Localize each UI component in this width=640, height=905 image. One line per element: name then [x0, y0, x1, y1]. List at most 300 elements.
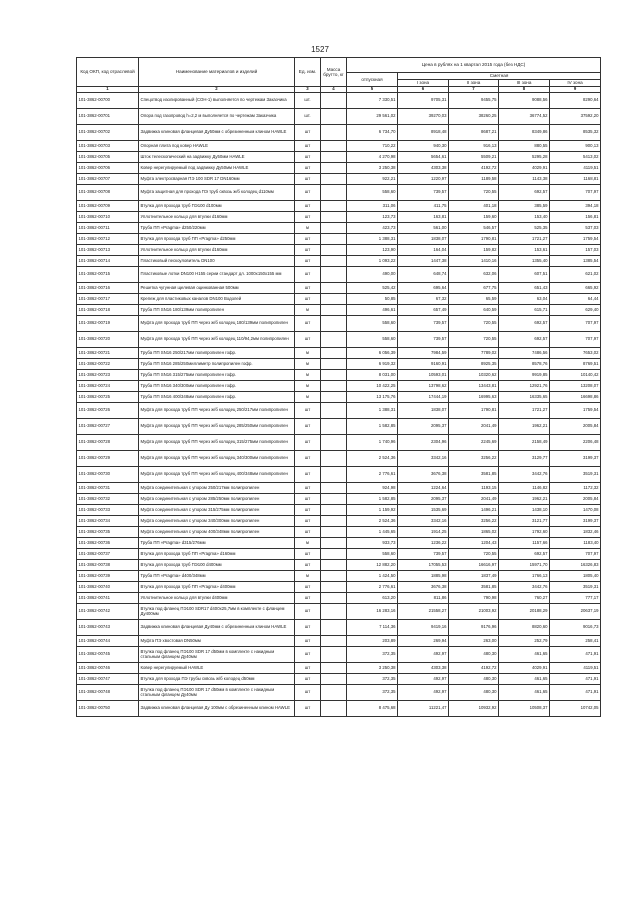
item-mass — [321, 435, 347, 451]
item-name: Втулка для прохода труб ПП «Pragma» d250мм — [139, 234, 295, 245]
item-mass — [321, 403, 347, 419]
price-zone-1: 7984,59 — [398, 348, 449, 359]
item-unit: м — [295, 538, 321, 549]
item-mass — [321, 685, 347, 701]
item-name: Труба ПП «Pragma» d250/220мм — [139, 223, 295, 234]
price-zone-3: 8349,86 — [499, 125, 550, 141]
item-unit: шт — [295, 163, 321, 174]
price-release: 2 524,36 — [347, 451, 398, 467]
table-row — [77, 582, 601, 593]
item-unit: м — [295, 223, 321, 234]
item-unit: шт — [295, 527, 321, 538]
table-row — [77, 516, 601, 527]
price-zone-4: 16326,83 — [550, 560, 601, 571]
price-zone-2: 159,60 — [449, 212, 499, 223]
table-row — [77, 359, 601, 370]
table-row — [77, 419, 601, 435]
price-zone-4: 394,18 — [550, 201, 601, 212]
item-mass — [321, 93, 347, 109]
item-mass — [321, 332, 347, 348]
table-row — [77, 392, 601, 403]
item-unit: шт — [295, 516, 321, 527]
item-unit: шт — [295, 201, 321, 212]
price-zone-2: 720,55 — [449, 316, 499, 332]
item-mass — [321, 267, 347, 283]
price-zone-3: 9919,85 — [499, 370, 550, 381]
item-mass — [321, 647, 347, 663]
price-zone-3: 5295,28 — [499, 152, 550, 163]
price-zone-1: 811,86 — [398, 593, 449, 604]
price-zone-3: 7486,56 — [499, 348, 550, 359]
item-mass — [321, 223, 347, 234]
item-mass — [321, 604, 347, 620]
price-zone-2: 677,75 — [449, 283, 499, 294]
price-zone-3: 16335,65 — [499, 392, 550, 403]
item-code: 101-3862-00701 — [77, 109, 139, 125]
table-row — [77, 381, 601, 392]
item-mass — [321, 582, 347, 593]
price-zone-4: 8290,64 — [550, 93, 601, 109]
price-zone-3: 880,55 — [499, 141, 550, 152]
item-unit: шт. — [295, 109, 321, 125]
table-row — [77, 163, 601, 174]
price-zone-1: 2304,96 — [398, 435, 449, 451]
item-code: 101-3862-00711 — [77, 223, 139, 234]
item-code: 101-3862-00739 — [77, 571, 139, 582]
price-zone-2: 1865,02 — [449, 527, 499, 538]
price-zone-3: 1962,21 — [499, 419, 550, 435]
price-zone-3: 1355,40 — [499, 256, 550, 267]
price-zone-3: 4029,91 — [499, 163, 550, 174]
table-row — [77, 109, 601, 125]
price-release: 372,35 — [347, 674, 398, 685]
table-row — [77, 435, 601, 451]
price-zone-4: 2005,84 — [550, 419, 601, 435]
price-zone-1: 1447,38 — [398, 256, 449, 267]
table-row — [77, 125, 601, 141]
table-row — [77, 212, 601, 223]
price-table — [76, 57, 601, 717]
item-code: 101-3862-00715 — [77, 267, 139, 283]
item-code: 101-3862-00700 — [77, 93, 139, 109]
price-zone-3: 20188,29 — [499, 604, 550, 620]
item-code: 101-3862-00718 — [77, 305, 139, 316]
price-zone-2: 7789,02 — [449, 348, 499, 359]
table-row — [77, 451, 601, 467]
price-zone-3: 63,04 — [499, 294, 550, 305]
price-release: 3 250,38 — [347, 663, 398, 674]
item-unit: шт — [295, 212, 321, 223]
item-code: 101-3862-00734 — [77, 516, 139, 527]
price-zone-3: 1792,60 — [499, 527, 550, 538]
item-code: 101-3862-00729 — [77, 451, 139, 467]
price-release: 123,90 — [347, 245, 398, 256]
item-mass — [321, 451, 347, 467]
item-mass — [321, 467, 347, 483]
item-name: Муфта соединительная с упором 315/275мм полипропилен — [139, 505, 295, 516]
price-zone-4: 471,91 — [550, 674, 601, 685]
price-release: 12 882,20 — [347, 560, 398, 571]
item-unit: шт — [295, 294, 321, 305]
item-name: Муфта для прохода труб ПП через ж/б колодец 250/217мм полипропилен — [139, 403, 295, 419]
price-zone-3: 1143,38 — [499, 174, 550, 185]
price-zone-4: 707,97 — [550, 185, 601, 201]
item-name: Задвижка клиновая фланцевая Ду40мм с обрезиненным клином HAWLE — [139, 620, 295, 636]
item-name: Втулка под фланец ПЭ100 SDR17 d400х25,7мм в комплекте с фланцем Ду400мм — [139, 604, 295, 620]
price-zone-2: 159,82 — [449, 245, 499, 256]
item-code: 101-3862-00726 — [77, 403, 139, 419]
table-row — [77, 636, 601, 647]
price-zone-2: 1790,81 — [449, 403, 499, 419]
price-release: 8 475,68 — [347, 701, 398, 717]
item-unit: шт — [295, 560, 321, 571]
header-name: Наименование материалов и изделий — [139, 58, 295, 87]
item-code: 101-3862-00712 — [77, 234, 139, 245]
table-row — [77, 571, 601, 582]
price-zone-1: 5654,61 — [398, 152, 449, 163]
item-unit: шт — [295, 403, 321, 419]
item-name: Муфта для прохода труб ПП через ж/б колодец 340/300мм полипропилен — [139, 451, 295, 467]
item-name: Муфта для прохода труб ПП через ж/б колодец 400/348мм полипропилен — [139, 467, 295, 483]
price-zone-3: 9088,56 — [499, 93, 550, 109]
header-unit: Ед. изм. — [295, 58, 321, 87]
price-zone-2: 790,98 — [449, 593, 499, 604]
item-unit: м — [295, 571, 321, 582]
item-name: Муфта для прохода труб ПП через ж/б колодец 110/94,2мм полипропилен — [139, 332, 295, 348]
item-code: 101-3862-00735 — [77, 527, 139, 538]
price-zone-3: 461,65 — [499, 685, 550, 701]
item-name: Муфта для прохода труб ПП через ж/б колодец 315/275мм полипропилен — [139, 435, 295, 451]
item-unit: шт — [295, 419, 321, 435]
price-zone-1: 9419,16 — [398, 620, 449, 636]
item-code: 101-3862-00742 — [77, 604, 139, 620]
item-code: 101-3862-00741 — [77, 593, 139, 604]
price-zone-1: 269,94 — [398, 636, 449, 647]
price-zone-1: 39270,03 — [398, 109, 449, 125]
price-zone-3: 3442,76 — [499, 582, 550, 593]
price-zone-1: 940,30 — [398, 141, 449, 152]
item-mass — [321, 348, 347, 359]
table-row — [77, 141, 601, 152]
item-unit: шт. — [295, 93, 321, 109]
item-name: Втулка под фланец ПЭ100 SDR 17 d50мм в комплекте с накидным стальным фланцем Ду40мм — [139, 647, 295, 663]
item-name: Муфта соединительная с упором 285/250мм полипропилен — [139, 494, 295, 505]
price-release: 1 093,22 — [347, 256, 398, 267]
price-zone-1: 9160,91 — [398, 359, 449, 370]
item-mass — [321, 419, 347, 435]
price-zone-4: 629,40 — [550, 305, 601, 316]
table-row — [77, 604, 601, 620]
column-number: 1 — [77, 87, 139, 93]
price-zone-3: 1157,66 — [499, 538, 550, 549]
price-zone-3: 1146,82 — [499, 483, 550, 494]
item-name: Втулка для прохода труб ПЭ100 d100мм — [139, 201, 295, 212]
item-unit: м — [295, 359, 321, 370]
item-name: Труба ПП SN16 285/250миллиметр полипропилен гофр. — [139, 359, 295, 370]
item-mass — [321, 256, 347, 267]
item-mass — [321, 245, 347, 256]
item-mass — [321, 392, 347, 403]
price-release: 10 422,25 — [347, 381, 398, 392]
table-row — [77, 620, 601, 636]
price-zone-2: 4192,72 — [449, 663, 499, 674]
item-name: Муфта защитная для прохода ПЭ труб сквозь ж/б колодец d110мм — [139, 185, 295, 201]
item-mass — [321, 674, 347, 685]
table-row — [77, 223, 601, 234]
item-mass — [321, 294, 347, 305]
item-unit: м — [295, 381, 321, 392]
price-zone-1: 9705,31 — [398, 93, 449, 109]
item-code: 101-3862-00743 — [77, 620, 139, 636]
table-row — [77, 294, 601, 305]
item-unit: м — [295, 370, 321, 381]
price-release: 6 919,32 — [347, 359, 398, 370]
price-zone-4: 64,44 — [550, 294, 601, 305]
price-zone-4: 1759,54 — [550, 403, 601, 419]
table-row — [77, 538, 601, 549]
price-zone-3: 1721,27 — [499, 234, 550, 245]
item-name: Муфта электросварная ПЭ 100 SDR 17 DN160мм — [139, 174, 295, 185]
item-code: 101-3862-00745 — [77, 647, 139, 663]
table-row — [77, 332, 601, 348]
price-zone-2: 38260,25 — [449, 109, 499, 125]
price-zone-4: 1385,54 — [550, 256, 601, 267]
price-zone-1: 657,49 — [398, 305, 449, 316]
item-name: Втулка для прохода труб ПП «Pragma» d400мм — [139, 582, 295, 593]
item-code: 101-3862-00706 — [77, 163, 139, 174]
item-mass — [321, 549, 347, 560]
price-zone-2: 480,30 — [449, 685, 499, 701]
price-zone-4: 13208,07 — [550, 381, 601, 392]
item-code: 101-3862-00714 — [77, 256, 139, 267]
item-name: Пластиковые лотки DN100 H155 серии стандарт дл. 1000х150х155 мм — [139, 267, 295, 283]
price-zone-4: 1759,54 — [550, 234, 601, 245]
price-release: 525,42 — [347, 283, 398, 294]
item-mass — [321, 125, 347, 141]
column-number: 2 — [139, 87, 295, 93]
item-name: Труба ПП «Pragma» d400/348мм — [139, 571, 295, 582]
table-body — [77, 87, 601, 717]
item-mass — [321, 185, 347, 201]
item-code: 101-3862-00713 — [77, 245, 139, 256]
price-zone-1: 1224,64 — [398, 483, 449, 494]
item-unit: шт — [295, 701, 321, 717]
price-release: 372,35 — [347, 685, 398, 701]
price-zone-3: 760,27 — [499, 593, 550, 604]
item-unit: шт — [295, 663, 321, 674]
column-number: 3 — [295, 87, 321, 93]
item-mass — [321, 359, 347, 370]
price-release: 2 776,61 — [347, 467, 398, 483]
price-zone-3: 692,57 — [499, 332, 550, 348]
price-release: 311,06 — [347, 201, 398, 212]
table-row — [77, 685, 601, 701]
item-name: Труба ПП SN16 250/217мм полипропилен гофр. — [139, 348, 295, 359]
price-zone-1: 4303,38 — [398, 663, 449, 674]
price-zone-1: 10593,01 — [398, 370, 449, 381]
item-code: 101-3862-00740 — [77, 582, 139, 593]
price-zone-4: 471,91 — [550, 685, 601, 701]
price-zone-4: 777,17 — [550, 593, 601, 604]
page-number: 1527 — [311, 45, 329, 54]
price-zone-4: 621,02 — [550, 267, 601, 283]
item-name: Муфта соединительная с упором 400/348мм полипропилен — [139, 527, 295, 538]
header-mass: Масса брутто, кг — [321, 58, 347, 87]
item-code: 101-3862-00717 — [77, 294, 139, 305]
price-zone-4: 8535,32 — [550, 125, 601, 141]
price-zone-4: 7653,02 — [550, 348, 601, 359]
price-zone-2: 3581,85 — [449, 582, 499, 593]
table-row — [77, 527, 601, 538]
item-unit: шт — [295, 245, 321, 256]
header-code: Код ОКП, код отраслевой — [77, 58, 139, 87]
price-release: 490,00 — [347, 267, 398, 283]
price-zone-2: 1837,49 — [449, 571, 499, 582]
price-zone-1: 21558,27 — [398, 604, 449, 620]
item-name: Труба ПП «Pragma» d315/276мм — [139, 538, 295, 549]
item-mass — [321, 212, 347, 223]
item-mass — [321, 234, 347, 245]
price-zone-2: 2041,49 — [449, 419, 499, 435]
item-code: 101-3862-00744 — [77, 636, 139, 647]
item-mass — [321, 527, 347, 538]
table-row — [77, 174, 601, 185]
price-zone-2: 9455,75 — [449, 93, 499, 109]
item-unit: шт — [295, 234, 321, 245]
price-zone-3: 12921,76 — [499, 381, 550, 392]
item-code: 101-3862-00707 — [77, 174, 139, 185]
price-zone-3: 385,59 — [499, 201, 550, 212]
item-code: 101-3862-00708 — [77, 185, 139, 201]
price-release: 558,60 — [347, 549, 398, 560]
price-release: 922,21 — [347, 174, 398, 185]
table-row — [77, 245, 601, 256]
price-zone-3: 10508,37 — [499, 701, 550, 717]
price-zone-1: 561,00 — [398, 223, 449, 234]
price-zone-4: 707,97 — [550, 549, 601, 560]
item-code: 101-3862-00702 — [77, 125, 139, 141]
price-release: 1 388,31 — [347, 234, 398, 245]
price-release: 1 582,85 — [347, 494, 398, 505]
item-unit: шт — [295, 152, 321, 163]
item-unit: шт — [295, 636, 321, 647]
item-name: Ковер нерегулируемый под задвижку Ду50мм HAWLE — [139, 163, 295, 174]
item-code: 101-3862-00716 — [77, 283, 139, 294]
price-zone-4: 707,97 — [550, 316, 601, 332]
price-zone-1: 1236,22 — [398, 538, 449, 549]
price-zone-2: 546,57 — [449, 223, 499, 234]
item-mass — [321, 152, 347, 163]
item-name: Труба ПП SN16 340/300мм полипропилен гофр. — [139, 381, 295, 392]
price-zone-4: 1832,46 — [550, 527, 601, 538]
price-zone-3: 1721,27 — [499, 403, 550, 419]
item-code: 101-3862-00719 — [77, 316, 139, 332]
price-zone-1: 739,57 — [398, 332, 449, 348]
price-release: 13 175,76 — [347, 392, 398, 403]
price-zone-3: 8578,76 — [499, 359, 550, 370]
column-number: 8 — [499, 87, 550, 93]
price-release: 1 445,65 — [347, 527, 398, 538]
price-zone-4: 5413,02 — [550, 152, 601, 163]
price-zone-3: 4029,91 — [499, 663, 550, 674]
price-zone-3: 615,71 — [499, 305, 550, 316]
price-zone-2: 21003,92 — [449, 604, 499, 620]
price-zone-1: 3676,38 — [398, 582, 449, 593]
item-name: Труба ПП SN16 400/348мм полипропилен гофр. — [139, 392, 295, 403]
price-zone-1: 13798,62 — [398, 381, 449, 392]
item-mass — [321, 174, 347, 185]
price-zone-1: 1220,97 — [398, 174, 449, 185]
price-zone-4: 2005,84 — [550, 494, 601, 505]
item-mass — [321, 701, 347, 717]
price-zone-3: 461,65 — [499, 647, 550, 663]
price-zone-2: 1189,58 — [449, 174, 499, 185]
item-name: Опора под газопровод h=2,2 м выполняется по чертежам Заказчика — [139, 109, 295, 125]
price-release: 372,35 — [347, 647, 398, 663]
item-name: Втулка для прохода труб ПП «Pragma» d160мм — [139, 549, 295, 560]
table-row — [77, 483, 601, 494]
item-unit: шт — [295, 451, 321, 467]
item-unit: шт — [295, 593, 321, 604]
price-zone-2: 3581,85 — [449, 467, 499, 483]
price-zone-3: 153,40 — [499, 212, 550, 223]
item-unit: шт — [295, 685, 321, 701]
item-unit: шт — [295, 125, 321, 141]
item-code: 101-3862-00750 — [77, 701, 139, 717]
item-code: 101-3862-00738 — [77, 560, 139, 571]
table-row — [77, 93, 601, 109]
price-release: 4 270,98 — [347, 152, 398, 163]
item-code: 101-3862-00727 — [77, 419, 139, 435]
item-unit: шт — [295, 483, 321, 494]
price-release: 558,60 — [347, 185, 398, 201]
price-zone-1: 1838,07 — [398, 234, 449, 245]
item-mass — [321, 109, 347, 125]
item-name: Пластиковый пескоуловитель DN100 — [139, 256, 295, 267]
price-zone-2: 8687,21 — [449, 125, 499, 141]
price-zone-2: 916,13 — [449, 141, 499, 152]
price-zone-3: 3121,77 — [499, 516, 550, 527]
item-unit: м — [295, 348, 321, 359]
column-number: 4 — [321, 87, 347, 93]
item-unit: шт — [295, 494, 321, 505]
item-code: 101-3862-00746 — [77, 663, 139, 674]
item-name: Шток телескопический на задвижку Ду50мм HAWLE — [139, 152, 295, 163]
price-zone-4: 8769,51 — [550, 359, 601, 370]
price-zone-2: 10932,92 — [449, 701, 499, 717]
item-mass — [321, 494, 347, 505]
price-zone-4: 665,92 — [550, 283, 601, 294]
price-zone-2: 640,59 — [449, 305, 499, 316]
price-zone-2: 9176,96 — [449, 620, 499, 636]
price-zone-4: 1183,40 — [550, 538, 601, 549]
table-row — [77, 663, 601, 674]
item-unit: шт — [295, 647, 321, 663]
price-zone-1: 3342,16 — [398, 516, 449, 527]
item-code: 101-3862-00730 — [77, 467, 139, 483]
price-zone-2: 263,00 — [449, 636, 499, 647]
header-price-title: Цена в рублях на 1 квартал 2015 года (без НДС) — [347, 58, 601, 73]
price-zone-4: 1172,32 — [550, 483, 601, 494]
price-release: 558,60 — [347, 332, 398, 348]
item-mass — [321, 620, 347, 636]
price-zone-2: 65,59 — [449, 294, 499, 305]
price-zone-3: 153,61 — [499, 245, 550, 256]
price-zone-3: 252,79 — [499, 636, 550, 647]
item-code: 101-3862-00737 — [77, 549, 139, 560]
price-zone-1: 492,97 — [398, 647, 449, 663]
item-name: Труба ПП SN16 315/275мм полипропилен гофр. — [139, 370, 295, 381]
